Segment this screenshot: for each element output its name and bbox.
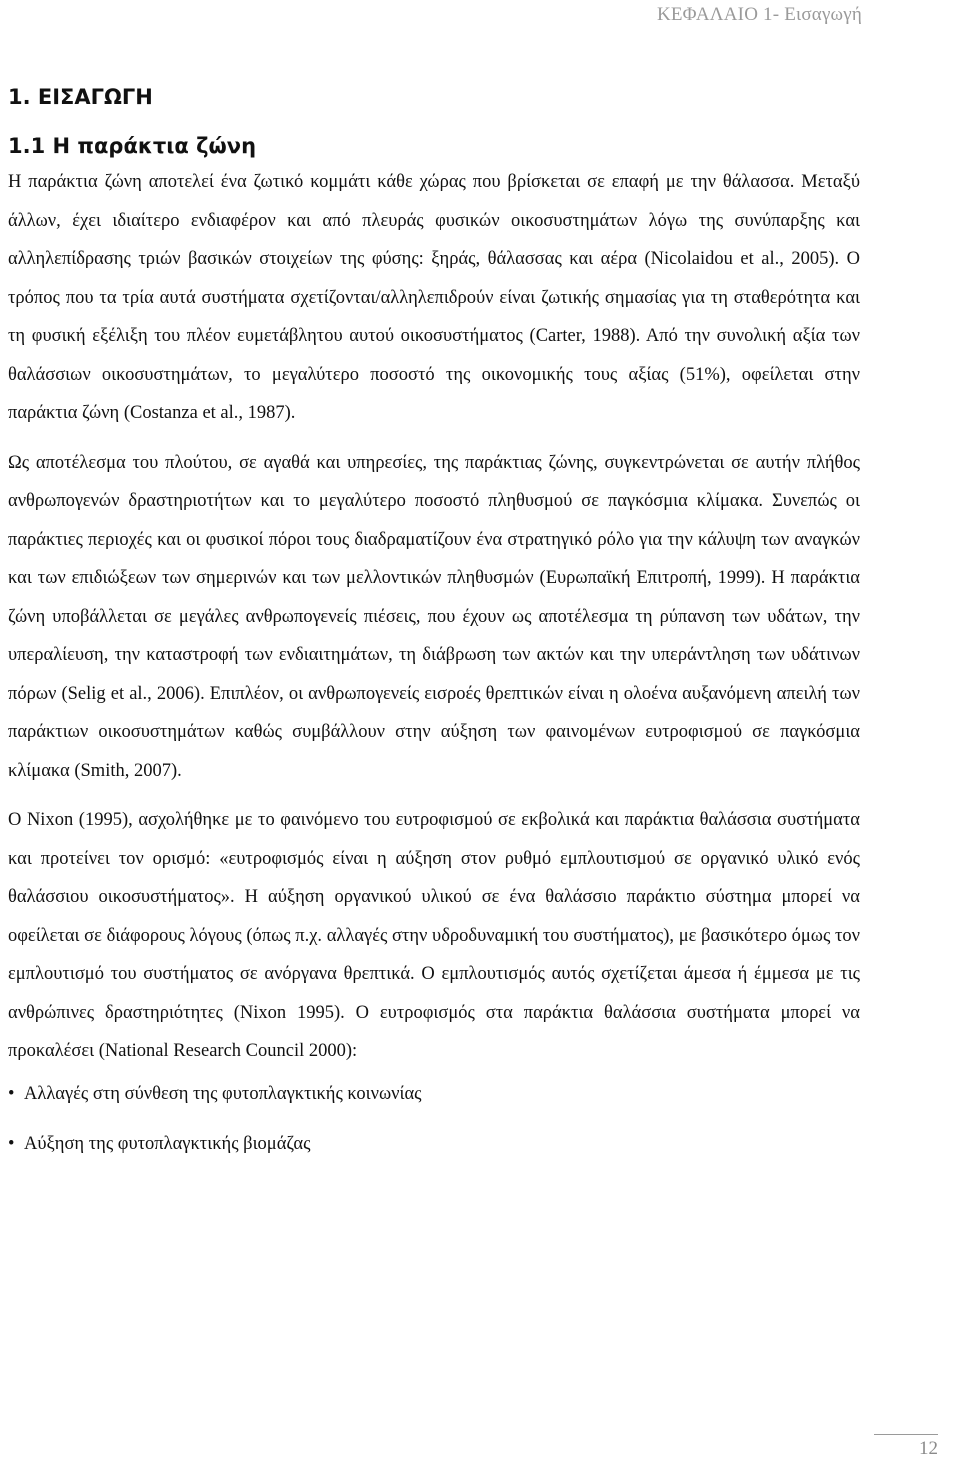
paragraph-2: Ως αποτέλεσμα του πλούτου, σε αγαθά και υπηρεσίες, της παράκτιας ζώνης, συγκεντρώνεται σε αυτήν πλήθος ανθρωπογενών δραστηριοτήτων και το μεγαλύτερο ποσοστό πληθυσμού σε παγκόσμια κλίμακα. Συνεπώς οι παράκτιες περιοχές και οι φυσικοί πόροι τους διαδραματίζουν ένα στρατηγικό ρόλο για την κάλυψη των αναγκών και των επιδιώξεων των σημερινών και των μελλοντικών πληθυσμών (Ευρωπαϊκή Επιτροπή, 1999). Η παράκτια ζώνη υποβάλλεται σε μεγάλες ανθρωπογενείς πιέσεις, που έχουν ως αποτέλεσμα τη ρύπανση των υδάτων, την υπεραλίευση, την καταστροφή των ενδιαιτημάτων, τη διάβρωση των ακτών και την υπεράντληση των υδάτινων πόρων (Selig et al., 2006). Επιπλέον, οι ανθρωπογενείς εισροές θρεπτικών είναι η ολοένα αυξανόμενη απειλή των παράκτιων οικοσυστημάτων καθώς συμβάλλουν στην αύξηση των φαινομένων ευτροφισμού σε παγκόσμια κλίμακα (Smith, 2007). — [8, 452, 860, 781]
chapter-heading: 1. ΕΙΣΑΓΩΓΗ — [8, 85, 153, 109]
section-heading: 1.1 Η παράκτια ζώνη — [8, 134, 257, 158]
bullet-item — [8, 1082, 860, 1107]
bullet-text: Αλλαγές στη σύνθεση της φυτοπλαγκτικής κοινωνίας — [24, 1083, 422, 1104]
document-body — [8, 82, 860, 1182]
paragraph-1: Η παράκτια ζώνη αποτελεί ένα ζωτικό κομμάτι κάθε χώρας που βρίσκεται σε επαφή με την θάλασσα. Μεταξύ άλλων, έχει ιδιαίτερο ενδιαφέρον και από πλευράς φυσικών οικοσυστημάτων λόγω της συνύπαρξης και αλληλεπίδρασης τριών βασικών στοιχείων της φύσης: ξηράς, θάλασσας και αέρα (Nicolaidou et al., 2005). Ο τρόπος που τα τρία αυτά συστήματα σχετίζονται/αλληλεπιδρούν είναι ζωτικής σημασίας για τη σταθερότητα και τη φυσική εξέλιξη του πλέον ευμετάβλητου αυτού οικοσυστήματος (Carter, 1988). Από την συνολική αξία των θαλάσσιων οικοσυστημάτων, το μεγαλύτερο ποσοστό της οικονομικής τους αξίας (51%), οφείλεται στην παράκτια ζώνη (Costanza et al., 1987). — [8, 172, 860, 423]
page-number: 12 — [919, 1438, 938, 1459]
page-footer — [874, 1434, 938, 1459]
paragraph-3: Ο Nixon (1995), ασχολήθηκε με το φαινόμενο του ευτροφισμού σε εκβολικά και παράκτια θαλάσσια συστήματα και προτείνει τον ορισμό: «ευτροφισμός είναι η αύξηση στον ρυθμό εμπλουτισμού σε οργανικό υλικό ενός θαλάσσιου οικοσυστήματος». Η αύξηση οργανικού υλικού σε ένα θαλάσσιο παράκτιο σύστημα μπορεί να οφείλεται σε διάφορους λόγους (όπως π.χ. αλλαγές στην υδροδυναμική του συστήματος), με βασικότερο όμως τον εμπλουτισμό του συστήματος σε ανόργανα θρεπτικά. Ο εμπλουτισμός αυτός σχετίζεται άμεσα ή έμμεσα με τις ανθρώπινες δραστηριότητες (Nixon 1995). Ο ευτροφισμός στα παράκτια θαλάσσια συστήματα μπορεί να προκαλέσει (National Research Council 2000): — [8, 810, 860, 1061]
bullet-text: Αύξηση της φυτοπλαγκτικής βιομάζας — [24, 1133, 311, 1154]
bullet-list — [8, 1082, 860, 1157]
bullet-icon: • — [8, 1133, 15, 1154]
footer-divider — [874, 1434, 938, 1435]
bullet-item — [8, 1132, 860, 1157]
bullet-icon: • — [8, 1083, 15, 1104]
running-header: ΚΕΦΑΛΑΙΟ 1- Εισαγωγή — [656, 4, 862, 25]
